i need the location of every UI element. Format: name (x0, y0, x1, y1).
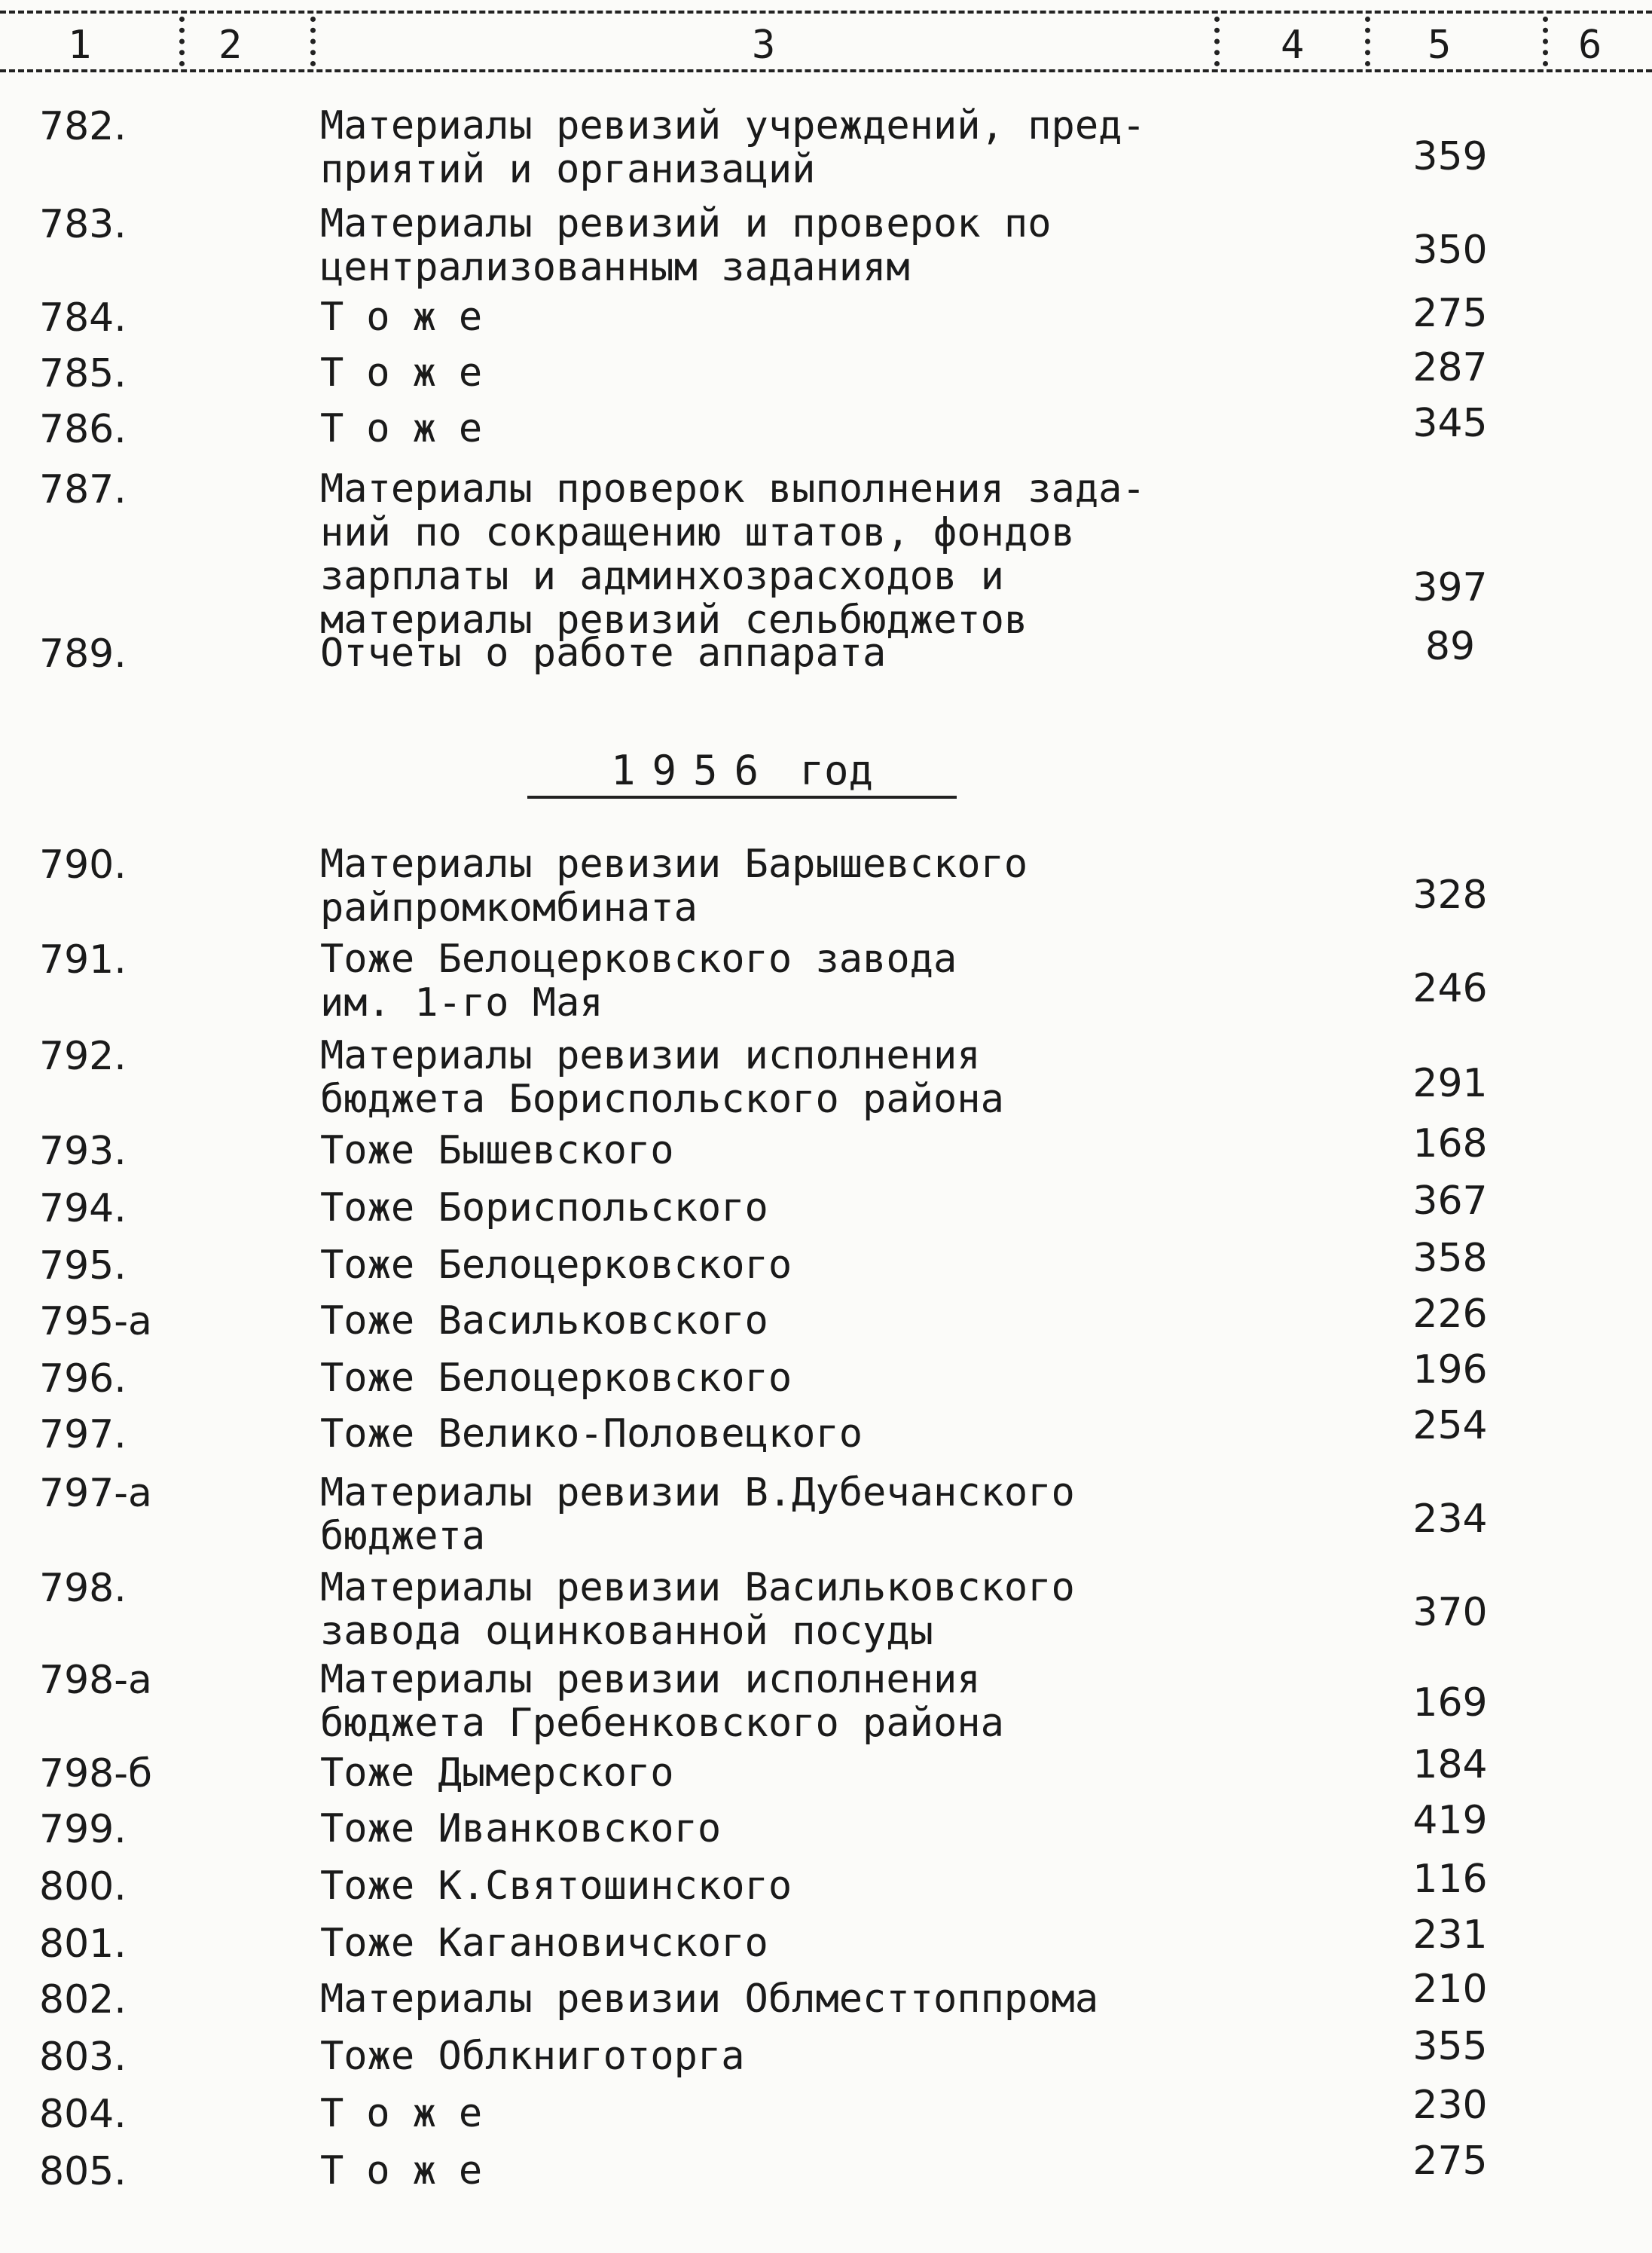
column-number-2: 2 (218, 23, 243, 68)
sheet-count: 358 (1412, 1236, 1488, 1281)
item-number: 795-а (39, 1299, 152, 1344)
sheet-count: 246 (1412, 966, 1488, 1011)
item-title: Тоже Иванковского (320, 1806, 722, 1851)
column-number-4: 4 (1281, 23, 1305, 68)
item-title: Тоже Кагановичского (320, 1921, 768, 1966)
item-title: Тоже (320, 350, 505, 396)
sheet-count: 345 (1412, 401, 1488, 446)
sheet-count: 367 (1412, 1178, 1488, 1224)
column-number-5: 5 (1428, 23, 1452, 68)
item-title: Тоже Велико-Половецкого (320, 1411, 863, 1457)
item-number: 785. (39, 351, 127, 396)
column-separator (1214, 17, 1220, 66)
item-number: 799. (39, 1807, 127, 1852)
year-word: год (799, 747, 874, 794)
sheet-count: 231 (1412, 1912, 1488, 1958)
item-title: Тоже (320, 2091, 505, 2136)
item-number: 793. (39, 1129, 127, 1174)
item-title: Тоже Васильковского (320, 1298, 768, 1344)
item-number: 782. (39, 104, 127, 149)
sheet-count: 230 (1412, 2083, 1488, 2128)
item-title: Тоже Белоцерковского (320, 1356, 792, 1401)
item-title: Материалы ревизии Облместтоппрома (320, 1976, 1099, 2022)
item-title: Тоже Белоцерковского завода им. 1-го Мая (320, 937, 957, 1026)
sheet-count: 184 (1412, 1742, 1488, 1787)
item-title: Материалы ревизии исполнения бюджета Бориспольского района (320, 1033, 1004, 1122)
column-separator (310, 17, 316, 66)
column-separator (1543, 17, 1548, 66)
item-title: Материалы проверок выполнения зада- ний по сокращению штатов, фондов зарплаты и админхозрасходов и материалы ревизий сельбюджетов (320, 466, 1146, 643)
item-number: 804. (39, 2092, 127, 2137)
item-title: Материалы ревизии исполнения бюджета Гребенковского района (320, 1657, 1004, 1746)
column-number-1: 1 (68, 23, 92, 68)
item-number: 794. (39, 1186, 127, 1231)
year-digits: 1956 (610, 747, 775, 794)
sheet-count: 355 (1412, 2024, 1488, 2069)
column-separator (179, 17, 185, 66)
section-year-heading (527, 746, 957, 799)
item-number: 795. (39, 1243, 127, 1289)
sheet-count: 370 (1412, 1590, 1488, 1635)
sheet-count: 419 (1412, 1798, 1488, 1843)
item-number: 784. (39, 295, 127, 341)
item-title: Тоже Белоцерковского (320, 1243, 792, 1288)
sheet-count: 234 (1412, 1496, 1488, 1542)
sheet-count: 226 (1412, 1292, 1488, 1337)
item-number: 798. (39, 1566, 127, 1611)
sheet-count: 254 (1412, 1403, 1488, 1448)
sheet-count: 287 (1412, 345, 1488, 390)
item-number: 790. (39, 842, 127, 888)
column-number-3: 3 (752, 23, 776, 68)
sheet-count: 328 (1412, 873, 1488, 918)
item-title: Материалы ревизий учреждений, пред- приятий и организаций (320, 103, 1146, 192)
item-number: 805. (39, 2149, 127, 2194)
item-number: 783. (39, 202, 127, 247)
item-title: Тоже Облкниготорга (320, 2034, 745, 2079)
item-number: 791. (39, 937, 127, 983)
column-number-6: 6 (1578, 23, 1602, 68)
item-title: Материалы ревизий и проверок по централизованным заданиям (320, 201, 1052, 290)
item-title: Тоже (320, 295, 505, 340)
item-number: 802. (39, 1977, 127, 2022)
item-title: Материалы ревизии Барышевского райпромкомбината (320, 842, 1028, 931)
item-number: 801. (39, 1921, 127, 1967)
sheet-count: 169 (1412, 1680, 1488, 1726)
item-number: 789. (39, 631, 127, 677)
item-title: Отчеты о работе аппарата (320, 631, 887, 676)
item-title: Материалы ревизии Васильковского завода оцинкованной посуды (320, 1565, 1075, 1654)
header-bottom-rule (0, 69, 1652, 72)
header-top-rule (0, 11, 1652, 14)
item-number: 796. (39, 1356, 127, 1402)
sheet-count: 116 (1412, 1857, 1488, 1902)
item-number: 792. (39, 1034, 127, 1079)
item-number: 797. (39, 1412, 127, 1457)
sheet-count: 275 (1412, 291, 1488, 336)
item-number: 798-а (39, 1658, 152, 1703)
sheet-count: 89 (1425, 624, 1476, 669)
sheet-count: 397 (1412, 565, 1488, 610)
sheet-count: 275 (1412, 2138, 1488, 2184)
sheet-count: 291 (1412, 1061, 1488, 1106)
item-title: Тоже Дымерского (320, 1750, 674, 1796)
item-number: 803. (39, 2034, 127, 2080)
sheet-count: 350 (1412, 228, 1488, 273)
item-title: Материалы ревизии В.Дубечанского бюджета (320, 1470, 1075, 1559)
sheet-count: 210 (1412, 1967, 1488, 2012)
sheet-count: 359 (1412, 134, 1488, 179)
item-title: Тоже (320, 2148, 505, 2193)
item-title: Тоже (320, 406, 505, 451)
item-number: 797-а (39, 1471, 152, 1516)
item-title: Тоже Бышевского (320, 1128, 674, 1173)
item-number: 798-б (39, 1751, 153, 1796)
item-title: Тоже К.Святошинского (320, 1863, 792, 1909)
item-number: 800. (39, 1864, 127, 1909)
item-number: 786. (39, 407, 127, 452)
sheet-count: 196 (1412, 1347, 1488, 1392)
item-title: Тоже Бориспольского (320, 1185, 768, 1230)
sheet-count: 168 (1412, 1121, 1488, 1166)
item-number: 787. (39, 467, 127, 512)
column-separator (1365, 17, 1370, 66)
